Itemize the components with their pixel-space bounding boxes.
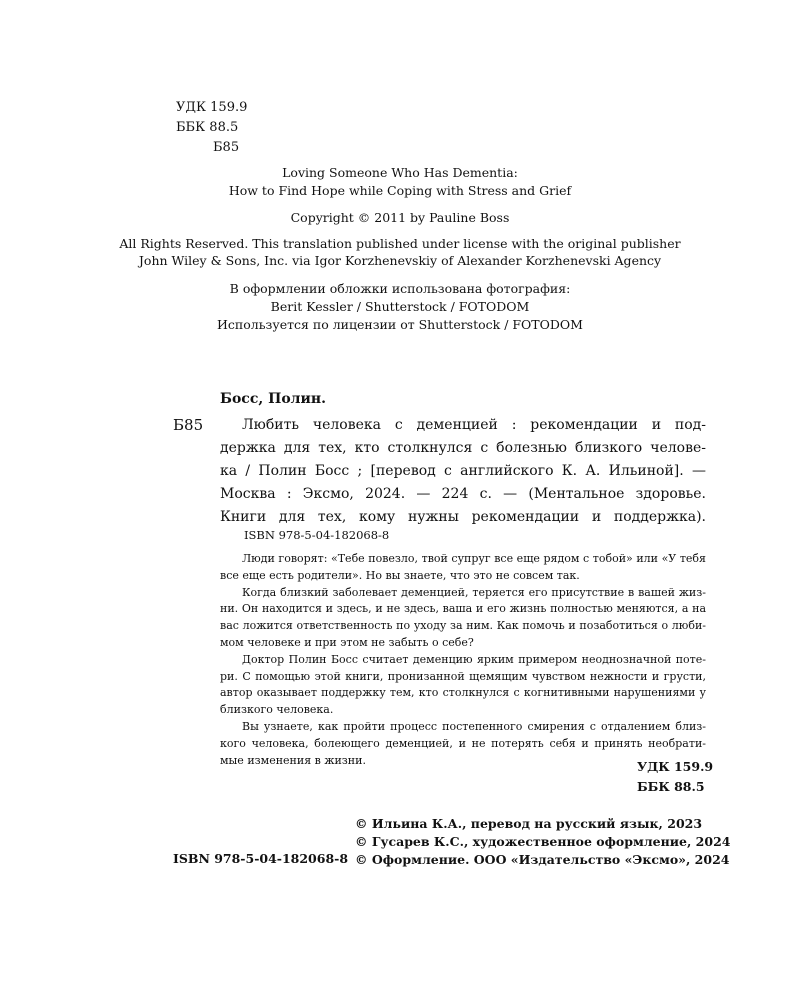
entry-line: Москва : Эксмо, 2024. — 224 с. — (Ментальное здоровье. [220,486,706,502]
entry-line: ка / Полин Босс ; [перевод с английского К. А. Ильиной]. — [220,463,706,479]
annotation-line: ни. Он находится и здесь, и не здесь, ваша и его жизнь полностью меняются, а на [220,602,706,616]
annotation-line: все еще есть родители». Но вы знаете, что это не совсем так. [220,568,580,582]
original-copyright: Copyright © 2011 by Pauline Boss [290,210,510,225]
copyright-translation: © Ильина К.А., перевод на русский язык, 2023 [355,816,703,831]
annotation [220,551,706,769]
license-line-1: All Rights Reserved. This translation published under license with the original publisher [119,236,681,251]
annotation-line: Вы узнаете, как пройти процесс постепенного смирения с отдалением близ- [242,719,706,733]
annotation-line: кого человека, болеющего деменцией, и не потерять себя и принять необрати- [220,736,706,750]
original-title-line-1: Loving Someone Who Has Dementia: [282,165,518,180]
entry-line: держка для тех, кто столкнулся с болезнью близкого челове- [220,440,706,456]
udk-code: УДК 159.9 [176,100,248,115]
entry-author: Босс, Полин. [220,391,327,407]
copyright-design: © Гусарев К.С., художественное оформление, 2024 [355,834,731,849]
copyright-layout: © Оформление. ООО «Издательство «Эксмо», 2024 [355,852,730,867]
license-line-2: John Wiley & Sons, Inc. via Igor Korzhenevskiy of Alexander Korzhenevski Agency [138,253,662,268]
entry-line: Книги для тех, кому нужны рекомендации и поддержка). [220,509,706,525]
annotation-line: Когда близкий заболевает деменцией, теряется его присутствие в вашей жиз- [242,585,706,599]
annotation-line: автор оказывает поддержку тем, кто столкнулся с когнитивными нарушениями у [220,686,706,700]
annotation-line: вас ложится ответственность по уходу за ним. Как помочь и позаботиться о люби- [220,619,706,633]
original-title-line-2: How to Find Hope while Coping with Stress and Grief [228,183,572,198]
annotation-line: Доктор Полин Босс считает деменцию ярким примером неоднозначной поте- [242,652,706,666]
annotation-line: ри. С помощью этой книги, пронизанной щемящим чувством нежности и грусти, [220,669,706,683]
entry-line: Любить человека с деменцией : рекомендации и под- [242,417,706,433]
annotation-line: мом человеке и при этом не забыть о себе? [220,635,474,649]
annotation-line: мые изменения в жизни. [220,753,366,767]
annotation-line: близкого человека. [220,703,334,717]
entry-isbn: ISBN 978-5-04-182068-8 [244,528,390,542]
bottom-bbk-code: ББК 88.5 [637,779,705,794]
bbk-code: ББК 88.5 [176,120,239,135]
cover-photo-line-2: Berit Kessler / Shutterstock / FOTODOM [270,299,530,314]
author-mark: Б85 [213,140,240,155]
cover-photo-line-1: В оформлении обложки использована фотография: [229,281,571,296]
cover-photo-line-3: Используется по лицензии от Shutterstock / FOTODOM [217,317,583,332]
entry-description [220,414,706,529]
bottom-udk-code: УДК 159.9 [637,759,714,774]
annotation-line: Люди говорят: «Тебе повезло, твой супруг все еще рядом с тобой» или «У тебя [242,552,706,565]
isbn-bottom: ISBN 978-5-04-182068-8 [173,851,349,866]
entry-code: Б85 [173,416,204,434]
